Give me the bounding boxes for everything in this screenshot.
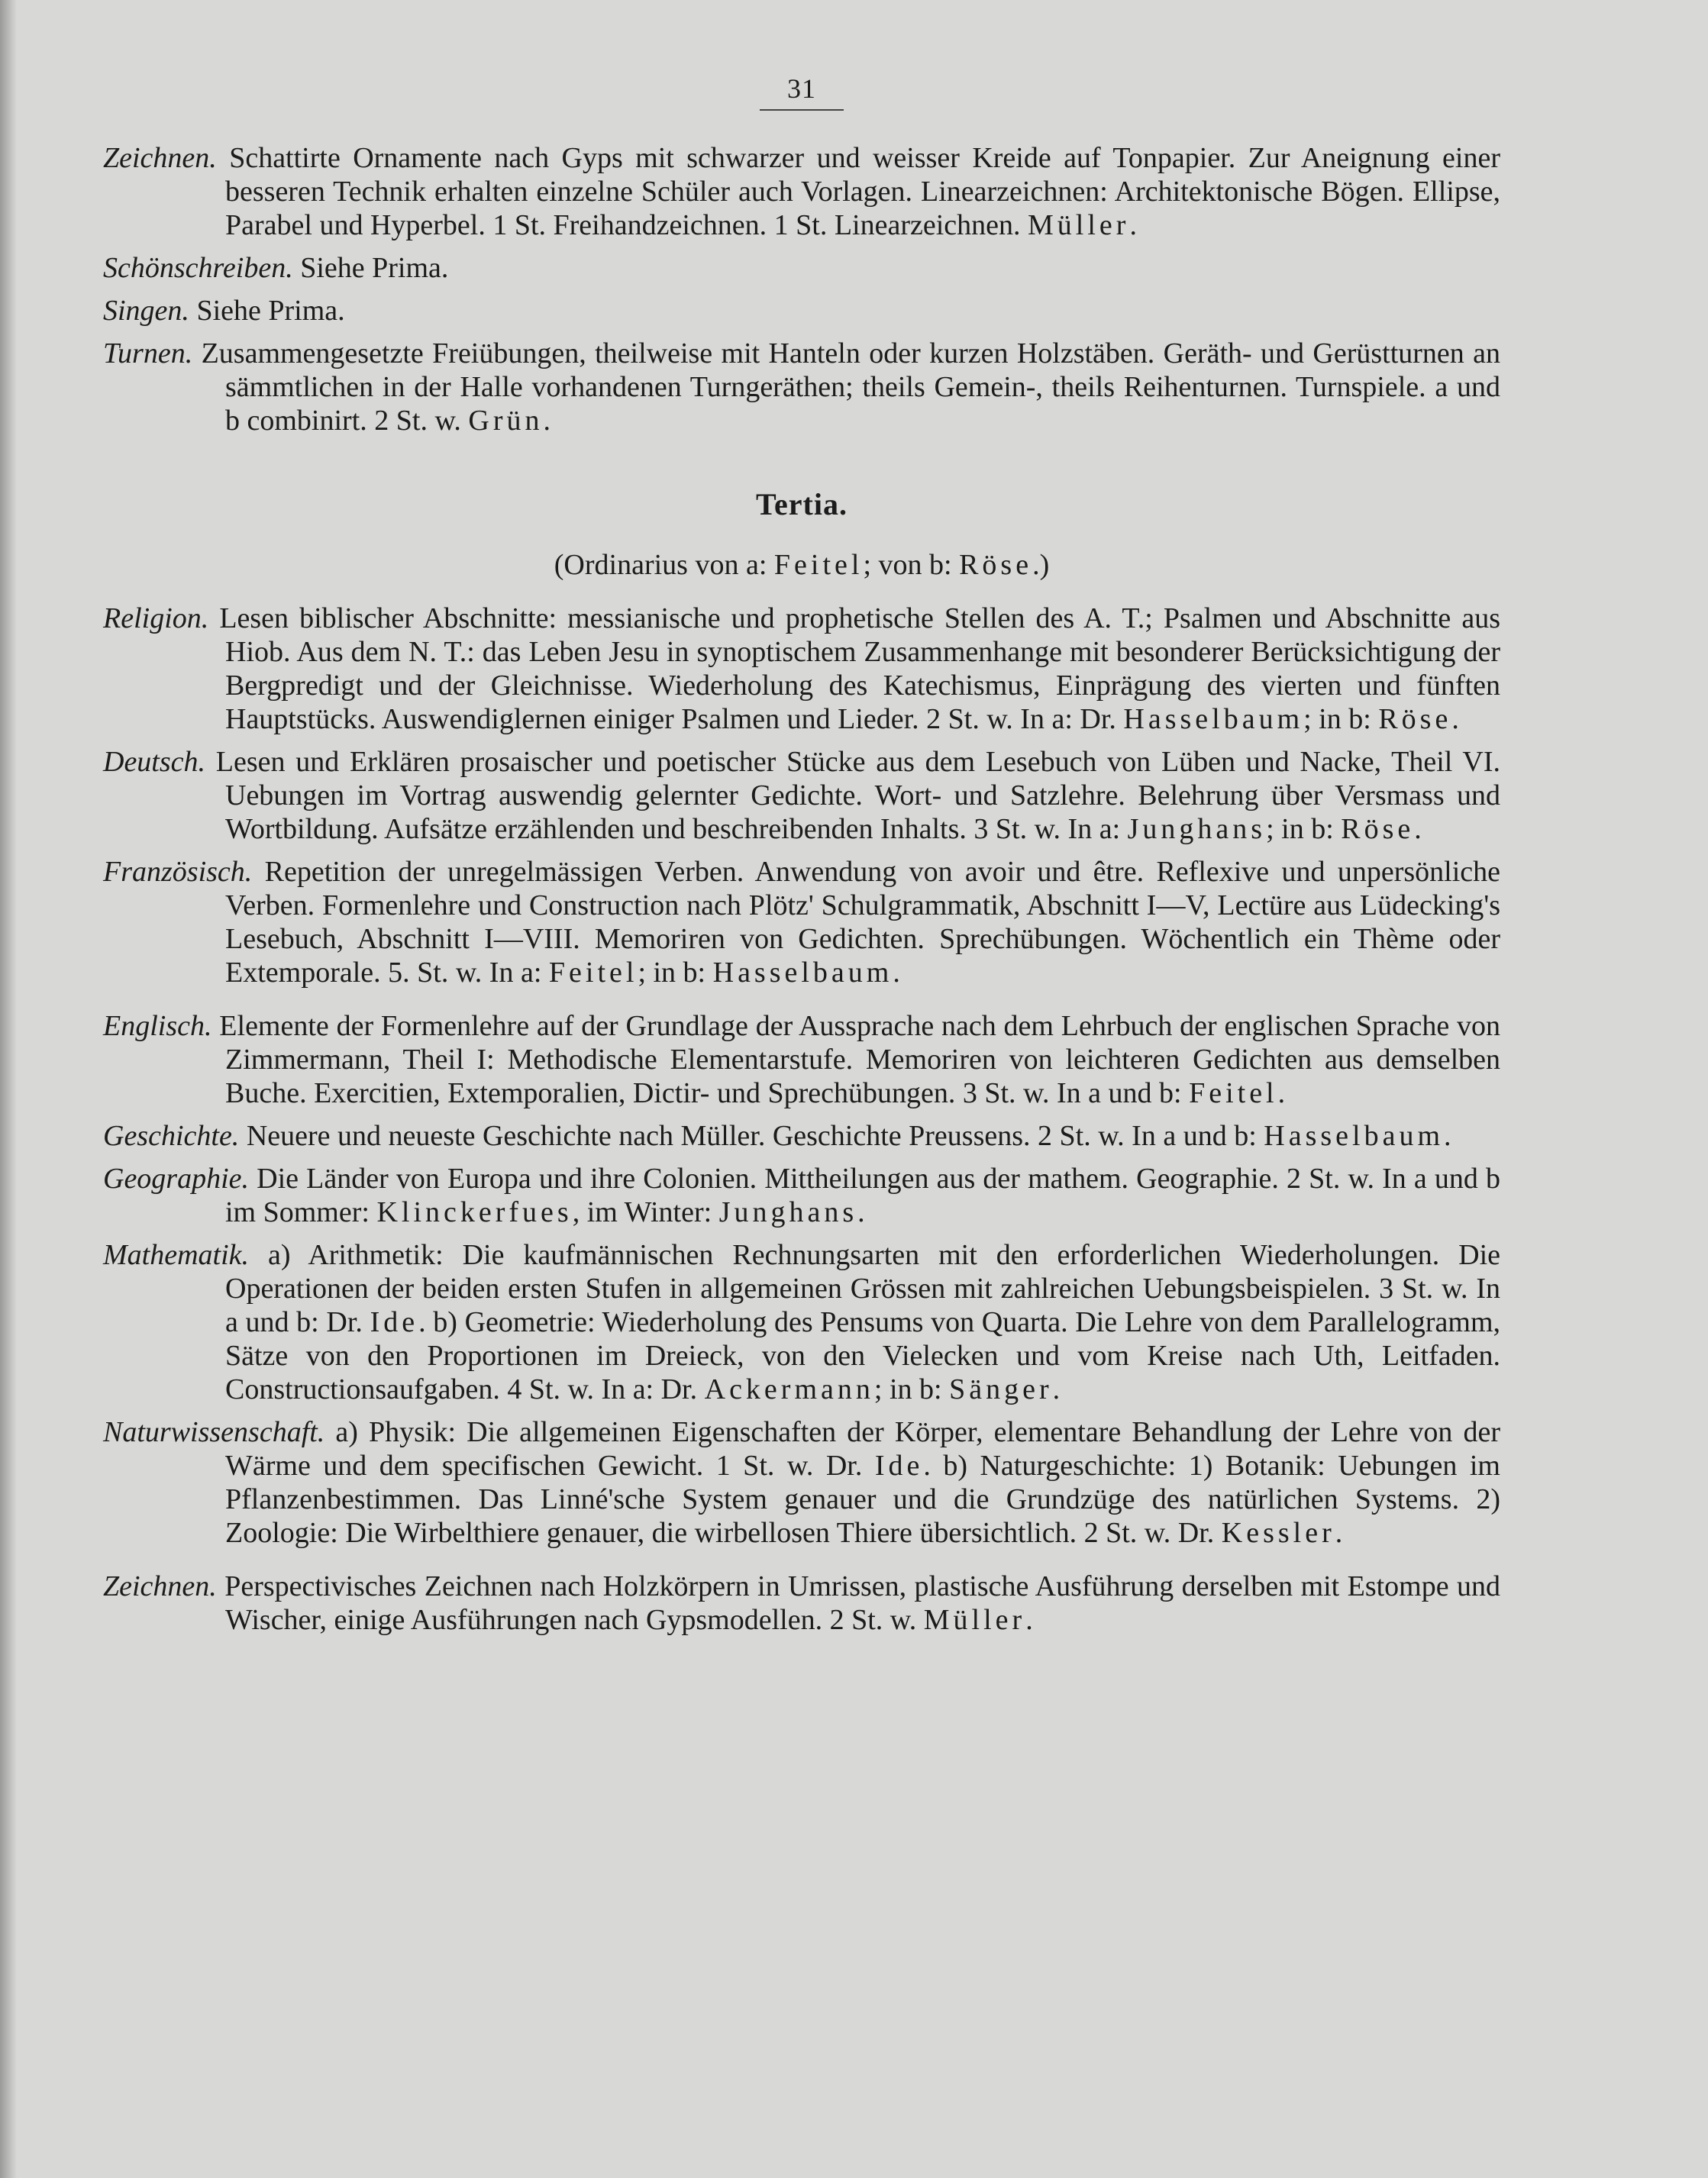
entry-label: Schönschreiben. [103,252,293,284]
scan-edge [0,0,17,2178]
entry-label: Zeichnen. [103,1570,217,1602]
entry-singen [103,294,1500,328]
entry-text: Lesen und Erklären prosaischer und poetischer Stücke aus dem Lesebuch von Lüben und Nacke, Theil VI. Uebungen im Vortrag auswendig gelernter Gedichte. Wort- und Satzlehre. Belehrung über Versmass und Wortbildung. Aufsätze erzählenden und beschreibenden Inhalts. 3 St. w. In a: [215,746,1500,845]
teacher-name: Junghans [718,1196,858,1228]
document-page [103,73,1500,2134]
teacher-name: Ackermann [704,1373,874,1405]
entry-text: Repetition der unregelmässigen Verben. Anwendung von avoir und être. Reflexive und unpersönliche Verben. Formenlehre und Construction nach Plötz' Schulgrammatik, Abschnitt I—V, Lectüre aus Lüdecking's Lesebuch, Abschnitt I—VIII. Memoriren von Gedichten. Sprechübungen. Wöchentlich ein Thème oder Extemporale. 5. St. w. In a: [225,856,1500,989]
entry-zeichnen-quarta: Zeichnen. Schattirte Ornamente nach Gyps mit schwarzer und weisser Kreide auf Tonpapier. Zur Aneignung einer besseren Technik erhalten einzelne Schüler auch Vorlagen. Linearzeichnen: Architektonische Bögen. Ellipse, Parabel und Hyperbel. 1 St. Freihandzeichnen. 1 St. Linearzeichnen. Müller. [103,142,1500,241]
entry-text: Lesen biblischer Abschnitte: messianische und prophetische Stellen des A. T.; Psalmen und Abschnitte aus Hiob. Aus dem N. T.: das Leben Jesu in synoptischem Zusammenhange mit besonderer Berücksichtigung der Bergpredigt und der Gleichnisse. Wiederholung des Katechismus, Einprägung des vierten und fünften Hauptstücks. Auswendiglernen einiger Psalmen und Lieder. 2 St. w. In a: Dr. [219,602,1500,735]
teacher-name: Hasselbaum [1123,703,1304,735]
entry-text: Siehe Prima. [196,295,345,327]
teacher-name: Klinckerfues [376,1196,573,1228]
entry-label: Französisch. [103,856,253,888]
teacher-name: Röse [1378,703,1452,735]
section-title: Tertia. [756,487,848,521]
entry-label: Mathematik. [103,1239,250,1271]
entry-text: Schattirte Ornamente nach Gyps mit schwarzer und weisser Kreide auf Tonpapier. Zur Aneignung einer besseren Technik erhalten einzelne Schüler auch Vorlagen. Linearzeichnen: Architektonische Bögen. Ellipse, Parabel und Hyperbel. 1 St. Freihandzeichnen. 1 St. Linearzeichnen. [225,142,1500,241]
entry-label: Turnen. [103,337,193,369]
entry-text: Zusammengesetzte Freiübungen, theilweise mit Hanteln oder kurzen Holzstäben. Geräth- und Gerüstturnen an sämmtlichen in der Halle vorhandenen Turngeräthen; theils Gemein-, theils Reihenturnen. Turnspiele. a und b combinirt. 2 St. w. [201,337,1501,437]
entry-zeichnen-tertia: Zeichnen. Perspectivisches Zeichnen nach Holzkörpern in Umrissen, plastische Ausführung derselben mit Estompe und Wischer, einige Ausführungen nach Gypsmodellen. 2 St. w. Müller. [103,1570,1500,1636]
entry-text: Perspectivisches Zeichnen nach Holzkörpern in Umrissen, plastische Ausführung derselben mit Estompe und Wischer, einige Ausführungen nach Gypsmodellen. 2 St. w. [224,1570,1500,1636]
ordinarius-line: (Ordinarius von a: Feitel; von b: Röse.) [554,549,1050,581]
teacher-name: Röse [1341,813,1415,845]
entry-text: Die Länder von Europa und ihre Colonien. Mittheilungen aus der mathem. Geographie. 2 St. w. In a und b im Sommer: [225,1163,1501,1228]
entry-text: a) Physik: Die allgemeinen Eigenschaften der Körper, elementare Behandlung der Lehre von der Wärme und dem specifischen Gewicht. 1 St. w. Dr. [225,1416,1501,1482]
teacher-name: Ide [370,1306,419,1338]
page-number-rule [760,109,844,111]
teacher-name: Feitel [1189,1077,1278,1109]
entry-label: Naturwissenschaft. [103,1416,325,1448]
entry-label: Religion. [103,602,209,634]
entry-label: Singen. [103,295,189,327]
entry-text: Elemente der Formenlehre auf der Grundlage der Aussprache nach dem Lehrbuch der englischen Sprache von Zimmermann, Theil I: Methodische Elementarstufe. Memoriren von leichteren Gedichten aus demselben Buche. Exercitien, Extemporalien, Dictir- und Sprechübungen. 3 St. w. In a und b: [219,1010,1501,1109]
entry-mathematik: Mathematik. a) Arithmetik: Die kaufmännischen Rechnungsarten mit den erforderlichen Wiederholungen. Die Operationen der beiden ersten Stufen in allgemeinen Grössen mit zahlreichen Uebungsbeispielen. 3 St. w. In a und b: Dr. Ide. b) Geometrie: Wiederholung des Pensums von Quarta. Die Lehre von dem Parallelogramm, Sätze von den Proportionen im Dreieck, von den Vielecken und vom Kreise nach Uth, Leitfaden. Constructionsaufgaben. 4 St. w. In a: Dr. Ackermann; in b: Sänger. [103,1239,1501,1405]
teacher-name: Röse [959,549,1033,581]
entry-label: Geschichte. [103,1120,240,1152]
teacher-name: Müller [1028,209,1130,241]
teacher-name: Müller [923,1604,1026,1636]
teacher-name: Hasselbaum [712,957,893,989]
entry-label: Geographie. [103,1163,250,1195]
teacher-name: Junghans [1127,813,1267,845]
entry-schoenschreiben [103,251,1500,285]
entry-englisch: Englisch. Elemente der Formenlehre auf der Grundlage der Aussprache nach dem Lehrbuch der englischen Sprache von Zimmermann, Theil I: Methodische Elementarstufe. Memoriren von leichteren Gedichten aus demselben Buche. Exercitien, Extemporalien, Dictir- und Sprechübungen. 3 St. w. In a und b: Feitel. [103,1010,1501,1109]
page-number: 31 [787,73,816,104]
teacher-name: Grün [468,405,544,437]
entry-label: Deutsch. [103,746,206,778]
teacher-name: Hasselbaum [1264,1120,1444,1152]
entry-franzoesisch: Französisch. Repetition der unregelmässigen Verben. Anwendung von avoir und être. Reflexive und unpersönliche Verben. Formenlehre und Construction nach Plötz' Schulgrammatik, Abschnitt I—V, Lectüre aus Lüdecking's Lesebuch, Abschnitt I—VIII. Memoriren von Gedichten. Sprechübungen. Wöchentlich ein Thème oder Extemporale. 5. St. w. In a: Feitel; in b: Hasselbaum. [103,856,1500,989]
entry-text: Neuere und neueste Geschichte nach Müller. Geschichte Preussens. 2 St. w. In a und b: [246,1120,1257,1152]
entry-label: Zeichnen. [103,142,217,174]
entry-text: Siehe Prima. [300,252,449,284]
teacher-name: Sänger [949,1373,1053,1405]
entry-deutsch: Deutsch. Lesen und Erklären prosaischer und poetischer Stücke aus dem Lesebuch von Lüben und Nacke, Theil VI. Uebungen im Vortrag auswendig gelernter Gedichte. Wort- und Satzlehre. Belehrung über Versmass und Wortbildung. Aufsätze erzählenden und beschreibenden Inhalts. 3 St. w. In a: Junghans; in b: Röse. [103,746,1500,845]
entry-religion: Religion. Lesen biblischer Abschnitte: messianische und prophetische Stellen des A. T.; Psalmen und Abschnitte aus Hiob. Aus dem N. T.: das Leben Jesu in synoptischem Zusammenhange mit besonderer Berücksichtigung der Bergpredigt und der Gleichnisse. Wiederholung des Katechismus, Einprägung des vierten und fünften Hauptstücks. Auswendiglernen einiger Psalmen und Lieder. 2 St. w. In a: Dr. Hasselbaum; in b: Röse. [103,602,1500,735]
entry-naturwissenschaft: Naturwissenschaft. a) Physik: Die allgemeinen Eigenschaften der Körper, elementare Behandlung der Lehre von der Wärme und dem specifischen Gewicht. 1 St. w. Dr. Ide. b) Naturgeschichte: 1) Botanik: Uebungen im Pflanzenbestimmen. Das Linné'sche System genauer und die Grundzüge des natürlichen Systems. 2) Zoologie: Die Wirbelthiere genauer, die wirbellosen Thiere übersichtlich. 2 St. w. Dr. Kessler. [103,1416,1501,1549]
entry-turnen: Turnen. Zusammengesetzte Freiübungen, theilweise mit Hanteln oder kurzen Holzstäben. Geräth- und Gerüstturnen an sämmtlichen in der Halle vorhandenen Turngeräthen; theils Gemein-, theils Reihenturnen. Turnspiele. a und b combinirt. 2 St. w. Grün. [103,337,1501,437]
teacher-name: Ide [874,1450,924,1482]
teacher-name: Kessler [1221,1517,1335,1549]
teacher-name: Feitel [548,957,638,989]
entry-text: a) Arithmetik: Die kaufmännischen Rechnungsarten mit den erforderlichen Wiederholungen. Die Operationen der beiden ersten Stufen in allgemeinen Grössen mit zahlreichen Uebungsbeispielen. 3 St. w. In a und b: Dr. [225,1239,1501,1338]
entry-geographie: Geographie. Die Länder von Europa und ihre Colonien. Mittheilungen aus der mathem. Geographie. 2 St. w. In a und b im Sommer: Klinckerfues, im Winter: Junghans. [103,1163,1501,1228]
entry-geschichte: Geschichte. Neuere und neueste Geschichte nach Müller. Geschichte Preussens. 2 St. w. In a und b: Hasselbaum. [103,1120,1451,1152]
teacher-name: Feitel [773,549,864,581]
entry-label: Englisch. [103,1010,212,1042]
